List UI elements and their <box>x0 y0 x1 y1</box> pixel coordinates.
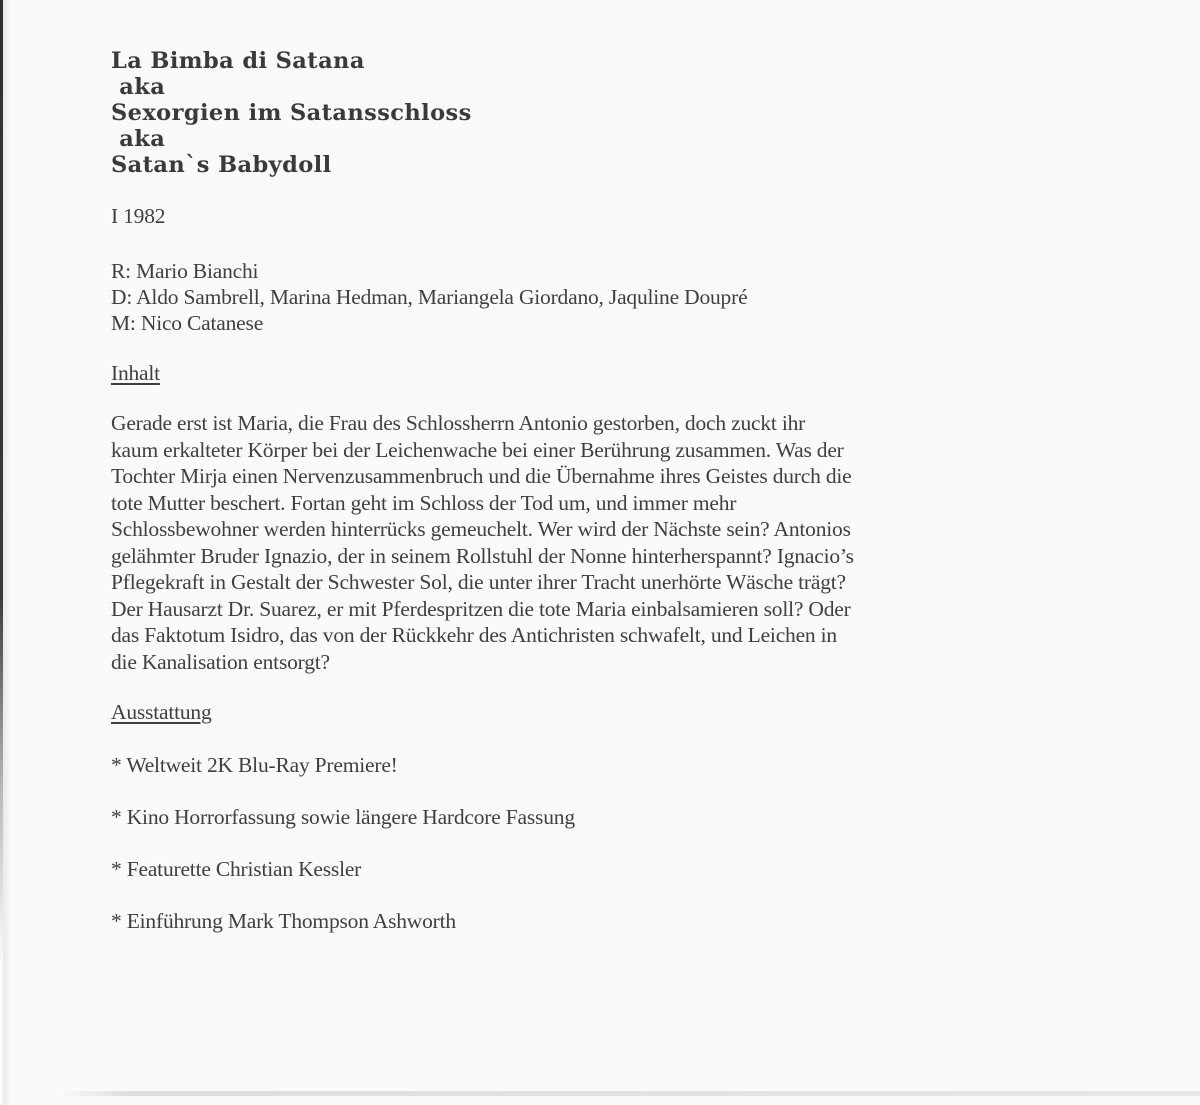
synopsis-line: Schlossbewohner werden hinterrücks gemeuchelt. Wer wird der Nächste sein? Antonios <box>111 517 851 541</box>
left-scan-shadow <box>3 0 11 1105</box>
synopsis-line: tote Mutter beschert. Fortan geht im Schloss der Tod um, und immer mehr <box>111 490 737 515</box>
synopsis-line: Tochter Mirja einen Nervenzusammenbruch und die Übernahme ihres Geistes durch die <box>111 464 852 488</box>
credits-block <box>111 258 747 336</box>
synopsis-line: die Kanalisation entsorgt? <box>111 649 330 674</box>
aka-label-2: aka <box>111 126 166 152</box>
feature-item-premiere: * Weltweit 2K Blu-Ray Premiere! <box>111 753 398 777</box>
synopsis-line: kaum erkalteter Körper bei der Leichenwache bei einer Berührung zusammen. Was der <box>111 437 844 462</box>
film-title-block <box>111 48 472 178</box>
section-heading-ausstattung: Ausstattung <box>111 700 212 724</box>
section-heading-inhalt: Inhalt <box>111 361 160 385</box>
aka-label-1: aka <box>111 74 166 100</box>
country-year-text: I 1982 <box>111 204 166 228</box>
synopsis-line: gelähmter Bruder Ignazio, der in seinem Rollstuhl der Nonne hinterherspannt? Ignacio’s <box>111 543 854 568</box>
credit-line-director: R: Mario Bianchi <box>111 259 259 283</box>
bottom-scan-line <box>60 1091 1200 1096</box>
credit-line-cast: D: Aldo Sambrell, Marina Hedman, Mariangela Giordano, Jaquline Doupré <box>111 285 748 309</box>
synopsis-line: Gerade erst ist Maria, die Frau des Schlossherrn Antonio gestorben, doch zuckt ihr <box>111 411 806 435</box>
feature-item-featurette: * Featurette Christian Kessler <box>111 857 362 881</box>
feature-list <box>111 752 575 960</box>
synopsis-paragraph <box>111 410 1131 675</box>
synopsis-line: Pflegekraft in Gestalt der Schwester Sol, die unter ihrer Tracht unerhörte Wäsche trägt? <box>111 570 846 594</box>
synopsis-line: das Faktotum Isidro, das von der Rückkehr des Antichristen schwafelt, und Leichen in <box>111 623 837 647</box>
synopsis-line: Der Hausarzt Dr. Suarez, er mit Pferdespritzen die tote Maria einbalsamieren soll? Oder <box>111 596 851 621</box>
feature-item-introduction: * Einführung Mark Thompson Ashworth <box>111 909 456 933</box>
film-title-english: Satan`s Babydoll <box>111 152 332 178</box>
film-title-primary: La Bimba di Satana <box>111 48 365 74</box>
credit-line-music: M: Nico Catanese <box>111 311 264 335</box>
feature-item-versions: * Kino Horrorfassung sowie längere Hardcore Fassung <box>111 805 575 829</box>
film-title-german: Sexorgien im Satansschloss <box>111 100 472 126</box>
